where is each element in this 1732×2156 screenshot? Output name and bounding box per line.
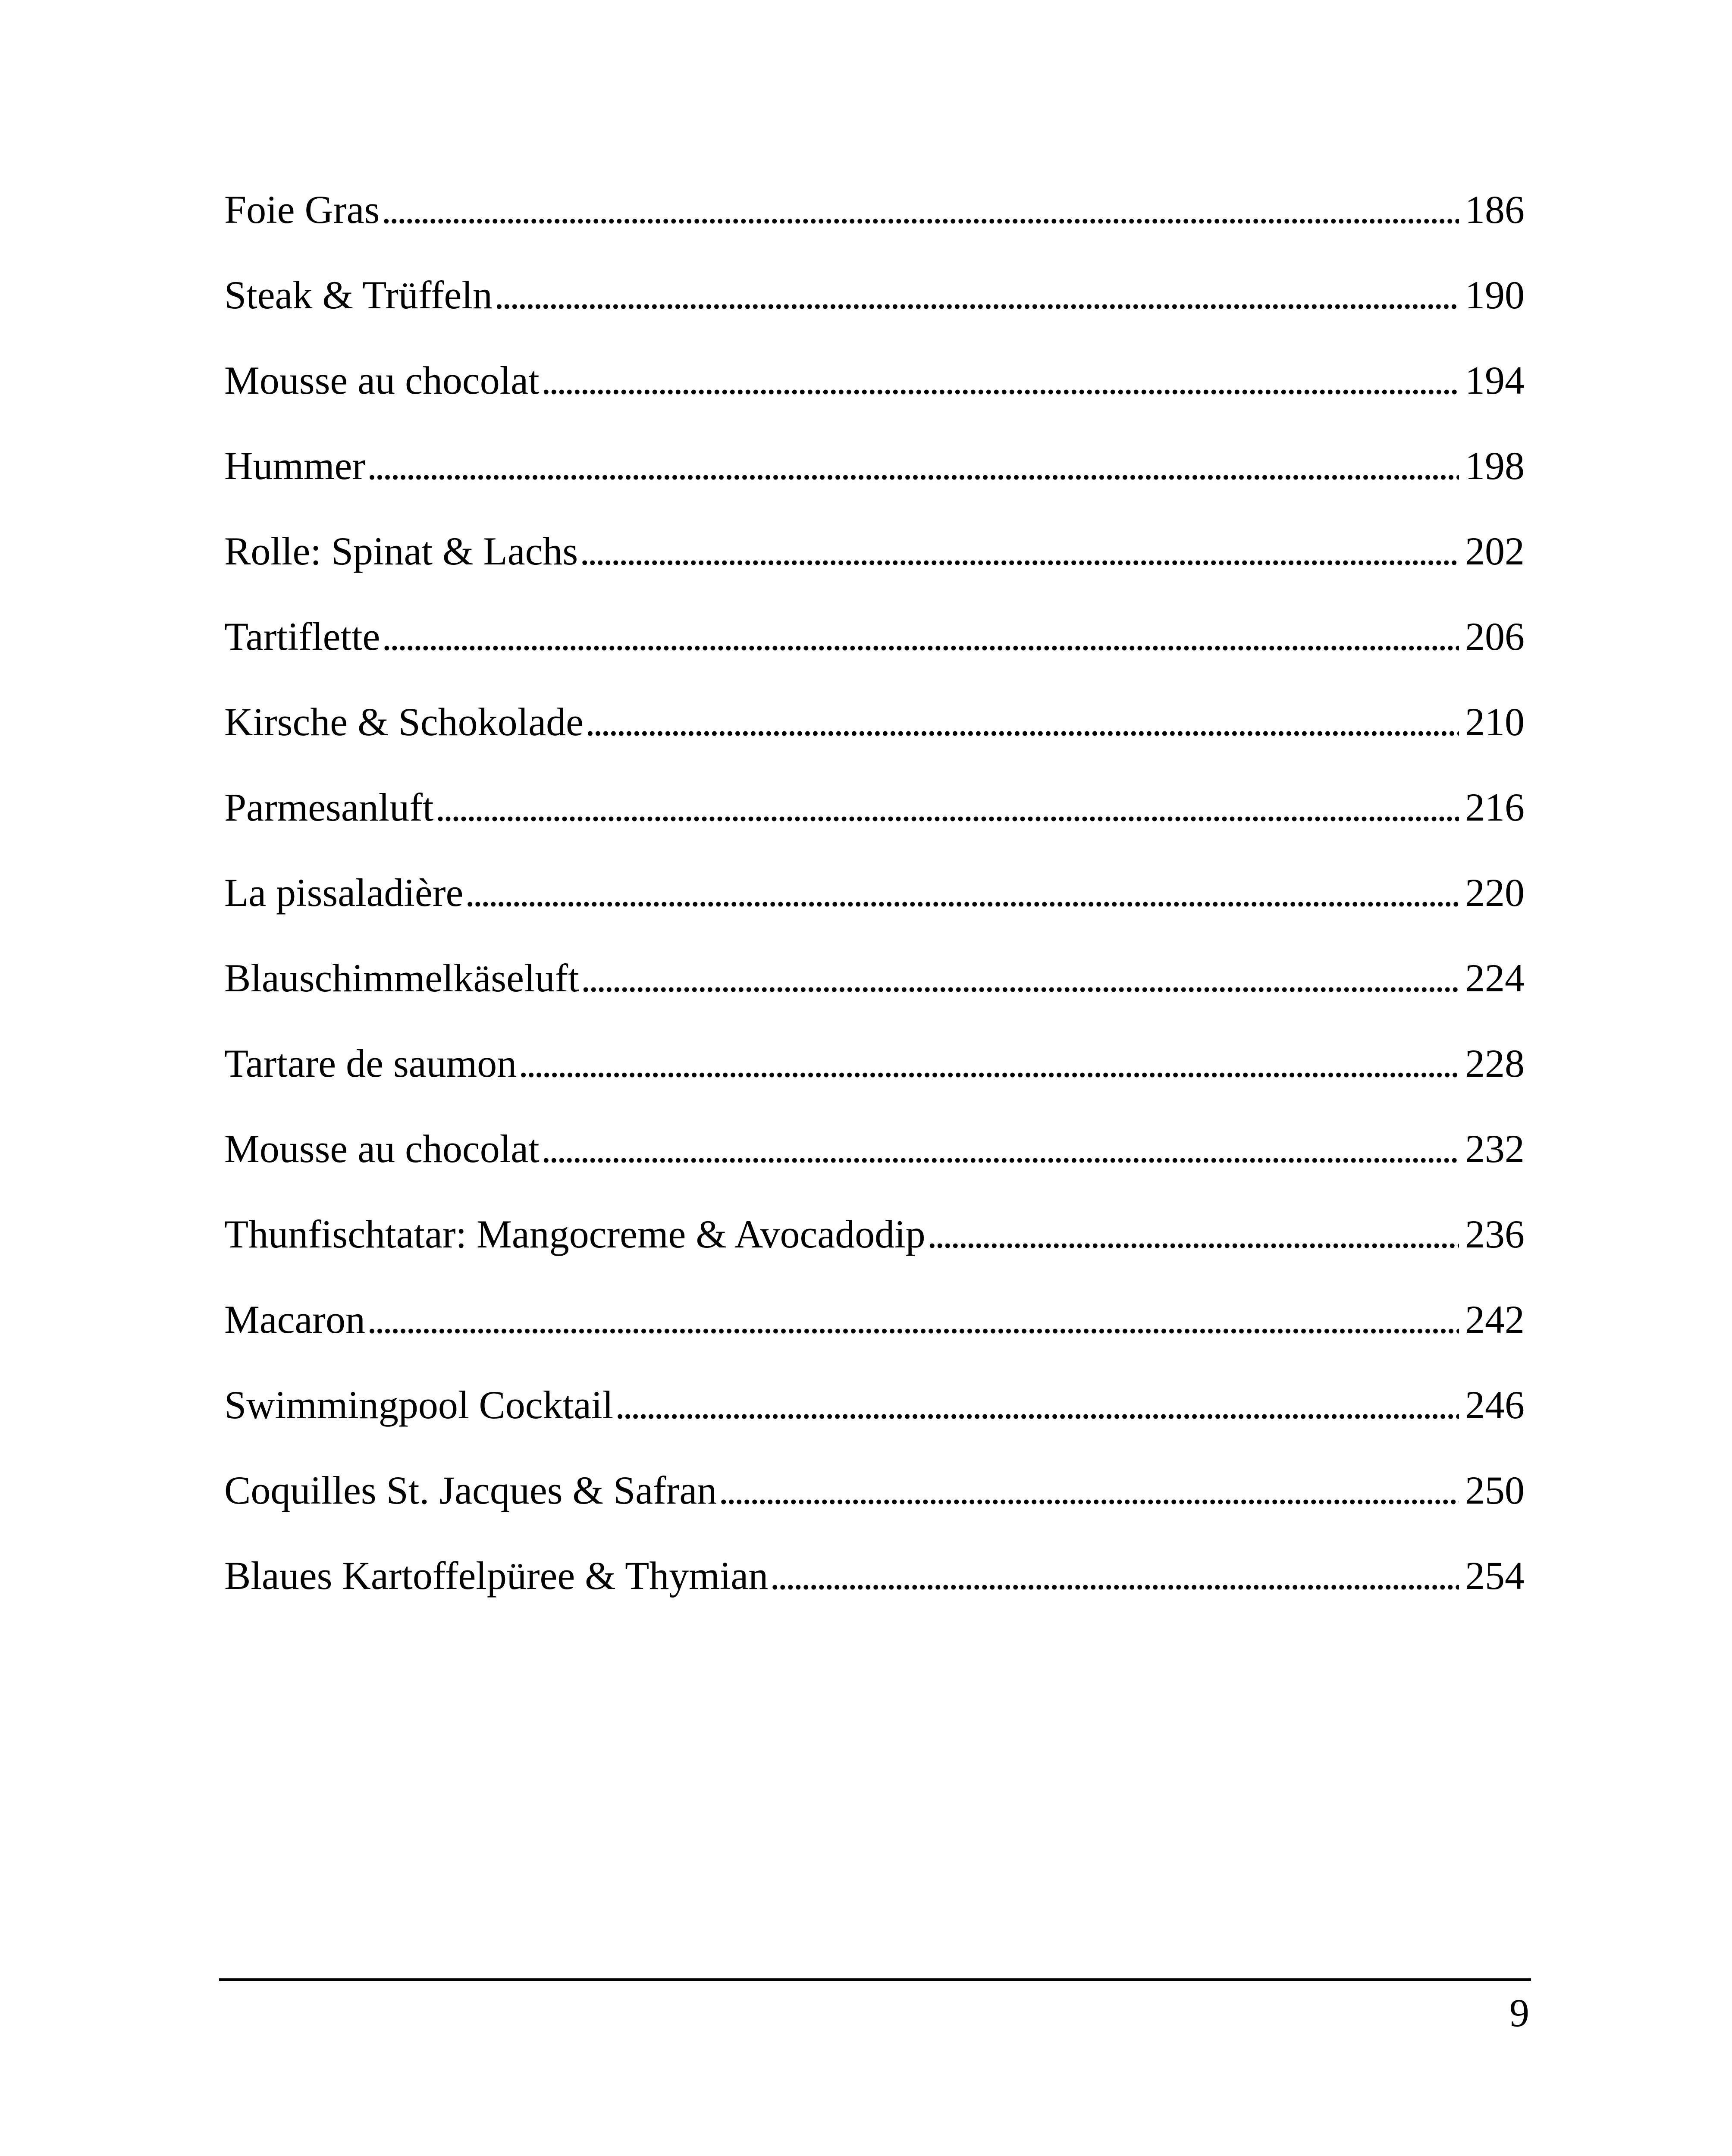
toc-entry-page: 220 bbox=[1465, 873, 1525, 915]
toc-entry-page: 254 bbox=[1465, 1556, 1525, 1598]
toc-entry-title: Blauschimmelkäseluft bbox=[224, 958, 579, 1000]
toc-dot-leader bbox=[927, 1214, 1459, 1254]
toc-entry[interactable] bbox=[224, 873, 1525, 958]
toc-dot-leader bbox=[719, 1470, 1459, 1510]
toc-entry-page: 246 bbox=[1465, 1385, 1525, 1427]
toc-entry-title: Blaues Kartoffelpüree & Thymian bbox=[224, 1556, 769, 1598]
toc-entry[interactable] bbox=[224, 360, 1525, 446]
toc-entry-page: 224 bbox=[1465, 958, 1525, 1000]
toc-dot-leader bbox=[615, 1385, 1459, 1425]
toc-entry-title: Mousse au chocolat bbox=[224, 360, 540, 402]
toc-dot-leader bbox=[382, 617, 1459, 656]
toc-entry-page: 242 bbox=[1465, 1300, 1525, 1341]
toc-dot-leader bbox=[585, 702, 1459, 742]
toc-entry[interactable] bbox=[224, 1385, 1525, 1470]
toc-entry-title: Thunfischtatar: Mangocreme & Avocadodip bbox=[224, 1214, 926, 1256]
toc-entry[interactable] bbox=[224, 446, 1525, 531]
toc-entry[interactable] bbox=[224, 1129, 1525, 1214]
toc-dot-leader bbox=[367, 1300, 1459, 1339]
toc-entry[interactable] bbox=[224, 787, 1525, 873]
toc-entry-page: 194 bbox=[1465, 360, 1525, 402]
toc-entry-page: 190 bbox=[1465, 275, 1525, 317]
toc-entry-page: 202 bbox=[1465, 531, 1525, 573]
toc-entry-title: Rolle: Spinat & Lachs bbox=[224, 531, 578, 573]
toc-entry-title: La pissaladière bbox=[224, 873, 464, 915]
toc-entry-title: Swimmingpool Cocktail bbox=[224, 1385, 614, 1427]
toc-dot-leader bbox=[580, 531, 1459, 571]
toc-entry[interactable] bbox=[224, 1044, 1525, 1129]
toc-dot-leader bbox=[541, 1129, 1459, 1169]
toc-dot-leader bbox=[541, 360, 1459, 400]
toc-dot-leader bbox=[465, 873, 1459, 912]
toc-entry-title: Hummer bbox=[224, 446, 366, 488]
toc-entry-page: 206 bbox=[1465, 617, 1525, 658]
toc-entry-page: 210 bbox=[1465, 702, 1525, 744]
toc-entry-page: 198 bbox=[1465, 446, 1525, 488]
toc-entry[interactable] bbox=[224, 275, 1525, 360]
toc-entry-title: Coquilles St. Jacques & Safran bbox=[224, 1470, 717, 1512]
toc-entry-page: 232 bbox=[1465, 1129, 1525, 1171]
toc-dot-leader bbox=[581, 958, 1459, 998]
toc-entry[interactable] bbox=[224, 1300, 1525, 1385]
toc-entry[interactable] bbox=[224, 958, 1525, 1044]
toc-entry[interactable] bbox=[224, 190, 1525, 275]
table-of-contents bbox=[224, 190, 1525, 1641]
toc-entry-title: Tartiflette bbox=[224, 617, 380, 658]
toc-entry-page: 216 bbox=[1465, 787, 1525, 829]
toc-entry-page: 236 bbox=[1465, 1214, 1525, 1256]
toc-entry[interactable] bbox=[224, 1556, 1525, 1641]
toc-entry-page: 228 bbox=[1465, 1044, 1525, 1085]
toc-dot-leader bbox=[367, 446, 1459, 486]
toc-dot-leader bbox=[494, 275, 1459, 315]
toc-entry-page: 186 bbox=[1465, 190, 1525, 232]
toc-dot-leader bbox=[381, 190, 1459, 229]
toc-entry[interactable] bbox=[224, 531, 1525, 617]
toc-entry-title: Foie Gras bbox=[224, 190, 380, 232]
toc-dot-leader bbox=[518, 1044, 1459, 1083]
toc-entry[interactable] bbox=[224, 702, 1525, 787]
toc-entry-title: Tartare de saumon bbox=[224, 1044, 517, 1085]
toc-dot-leader bbox=[770, 1556, 1459, 1595]
footer-divider bbox=[219, 1978, 1531, 1981]
toc-entry-title: Macaron bbox=[224, 1300, 365, 1341]
toc-entry[interactable] bbox=[224, 617, 1525, 702]
toc-entry-page: 250 bbox=[1465, 1470, 1525, 1512]
toc-entry-title: Steak & Trüffeln bbox=[224, 275, 493, 317]
toc-entry[interactable] bbox=[224, 1470, 1525, 1556]
toc-entry-title: Parmesanluft bbox=[224, 787, 434, 829]
page-number: 9 bbox=[1509, 1991, 1529, 2035]
toc-entry-title: Mousse au chocolat bbox=[224, 1129, 540, 1171]
toc-entry-title: Kirsche & Schokolade bbox=[224, 702, 584, 744]
toc-entry[interactable] bbox=[224, 1214, 1525, 1300]
toc-dot-leader bbox=[435, 787, 1459, 827]
